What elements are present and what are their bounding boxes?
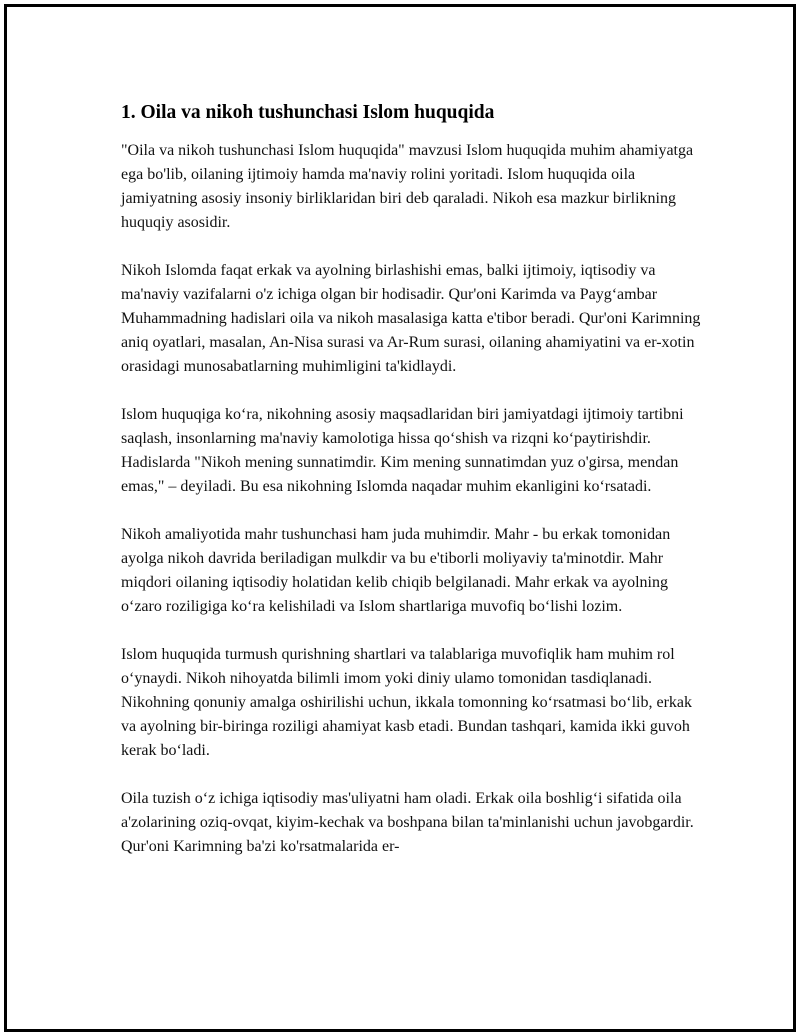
paragraph-6: Oila tuzish o‘z ichiga iqtisodiy mas'uliyatni ham oladi. Erkak oila boshlig‘i sifatida oila a'zolarining oziq-ovqat, kiyim-kechak va boshpana bilan ta'minlanishi uchun javobgardir. Qur'oni Karimning ba'zi ko'rsatmalarida er- [121, 790, 694, 855]
paragraph-1: "Oila va nikoh tushunchasi Islom huquqida" mavzusi Islom huquqida muhim ahamiyatga ega bo'lib, oilaning ijtimoiy hamda ma'naviy rolini yoritadi. Islom huquqida oila jamiyatning asosiy insoniy birliklaridan biri deb qaraladi. Nikoh esa mazkur birlikning huquqiy asosidir. [121, 142, 694, 231]
page-frame [4, 4, 796, 1032]
document-body [121, 101, 703, 859]
paragraph-4: Nikoh amaliyotida mahr tushunchasi ham juda muhimdir. Mahr - bu erkak tomonidan ayolga nikoh davrida beriladigan mulkdir va bu e'tiborli moliyaviy ta'minotdir. Mahr miqdori oilaning iqtisodiy holatidan kelib chiqib belgilanadi. Mahr erkak va ayolning o‘zaro roziligiga ko‘ra kelishiladi va Islom shartlariga muvofiq bo‘lishi lozim. [121, 526, 671, 615]
paragraph-3: Islom huquqiga ko‘ra, nikohning asosiy maqsadlaridan biri jamiyatdagi ijtimoiy tartibni saqlash, insonlarning ma'naviy kamolotiga hissa qo‘shish va rizqni ko‘paytirishdir. Hadislarda "Nikoh mening sunnatimdir. Kim mening sunnatimdan yuz o'girsa, mendan emas," – deyiladi. Bu esa nikohning Islomda naqadar muhim ekanligini ko‘rsatadi. [121, 406, 684, 495]
paragraph-5: Islom huquqida turmush qurishning shartlari va talablariga muvofiqlik ham muhim rol o‘ynaydi. Nikoh nihoyatda bilimli imom yoki diniy ulamo tomonidan tasdiqlanadi. Nikohning qonuniy amalga oshirilishi uchun, ikkala tomonning ko‘rsatmasi bo‘lib, erkak va ayolning bir-biringa roziligi ahamiyat kasb etadi. Bundan tashqari, kamida ikki guvoh kerak bo‘ladi. [121, 646, 693, 759]
paragraph-2: Nikoh Islomda faqat erkak va ayolning birlashishi emas, balki ijtimoiy, iqtisodiy va ma'naviy vazifalarni o'z ichiga olgan bir hodisadir. Qur'oni Karimda va Payg‘ambar Muhammadning hadislari oila va nikoh masalasiga katta e'tibor beradi. Qur'oni Karimning aniq oyatlari, masalan, An-Nisa surasi va Ar-Rum surasi, oilaning ahamiyatini va er-xotin orasidagi munosabatlarning muhimligini ta'kidlaydi. [121, 262, 701, 375]
section-heading: 1. Oila va nikoh tushunchasi Islom huquqida [121, 102, 495, 123]
